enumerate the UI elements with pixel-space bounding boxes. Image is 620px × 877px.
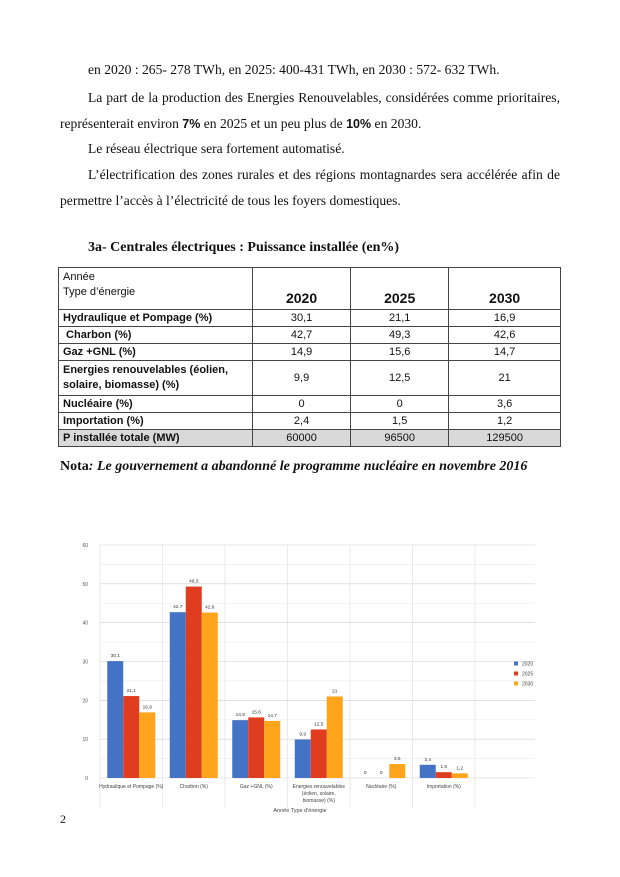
bar bbox=[202, 613, 218, 778]
paragraph-electrification: L’électrification des zones rurales et des régions montagnardes sera accélérée afin de permettre l’accès à l’électricité de tous les foyers domestiques. bbox=[60, 167, 560, 208]
data-label: 30,1 bbox=[110, 654, 120, 660]
bar bbox=[311, 729, 327, 778]
data-label: 3,6 bbox=[393, 757, 401, 763]
data-label: 3,4 bbox=[424, 757, 432, 763]
data-label: 15,6 bbox=[251, 710, 261, 716]
table-cell: 16,9 bbox=[449, 310, 561, 327]
x-tick-label: Energies renouvelables bbox=[292, 784, 345, 790]
nota-text: : Le gouvernement a abandonné le programme nucléaire en novembre 2016 bbox=[88, 459, 528, 474]
legend-swatch bbox=[514, 672, 518, 676]
data-label: 42,6 bbox=[205, 605, 215, 611]
total-label: P installée totale (MW) bbox=[59, 430, 253, 447]
renewables-text-c: en 2025 et un peu plus de bbox=[200, 116, 347, 131]
chart-y-ticks bbox=[82, 543, 88, 782]
y-tick-label: 30 bbox=[82, 659, 88, 666]
table-cell: 2,4 bbox=[253, 413, 351, 430]
renewables-text-a: La part de la production des Energies Renouvelables, considérées comme prioritaires, représenterait environ bbox=[60, 90, 560, 131]
data-label: 49,3 bbox=[189, 579, 199, 585]
legend-swatch bbox=[514, 662, 518, 666]
paragraph-grid: Le réseau électrique sera fortement automatisé. bbox=[88, 141, 345, 156]
total-cell: 60000 bbox=[253, 430, 351, 447]
legend-entry: 2030 bbox=[522, 681, 534, 688]
x-tick-label: Hydraulique et Pompage (%) bbox=[99, 784, 164, 790]
row-label: Charbon (%) bbox=[59, 327, 253, 344]
page-number: 2 bbox=[60, 812, 66, 826]
header-year-2020: 2020 bbox=[253, 268, 351, 310]
bar bbox=[420, 765, 436, 778]
table-cell: 12,5 bbox=[351, 361, 449, 396]
installed-power-bar-chart bbox=[70, 530, 550, 820]
bar bbox=[170, 612, 186, 778]
bar bbox=[186, 587, 202, 778]
bar bbox=[327, 696, 343, 778]
table-cell: 1,5 bbox=[351, 413, 449, 430]
data-label: 0 bbox=[363, 771, 367, 776]
table-cell: 21,1 bbox=[351, 310, 449, 327]
table-cell: 42,6 bbox=[449, 327, 561, 344]
row-label: Nucléaire (%) bbox=[59, 396, 253, 413]
data-label: 1,5 bbox=[440, 765, 448, 771]
bar bbox=[139, 712, 155, 778]
table-row bbox=[59, 344, 561, 361]
table-cell: 0 bbox=[351, 396, 449, 413]
renewables-pct-2030: 10% bbox=[346, 117, 372, 131]
table-cell: 49,3 bbox=[351, 327, 449, 344]
chart-data-labels bbox=[111, 579, 464, 776]
bar bbox=[264, 721, 280, 778]
paragraph-consumption-text: en 2020 : 265- 278 TWh, en 2025: 400-431 TWh, en 2030 : 572- 632 TWh. bbox=[88, 62, 500, 77]
table-row bbox=[59, 413, 561, 430]
table-total-row bbox=[59, 430, 561, 447]
bar bbox=[295, 740, 311, 778]
row-label: Importation (%) bbox=[59, 413, 253, 430]
y-tick-label: 0 bbox=[85, 776, 88, 782]
renewables-text-e: en 2030. bbox=[371, 116, 422, 131]
chart-x-axis-label: Année Type d'énergie bbox=[273, 808, 327, 814]
table-cell: 15,6 bbox=[351, 344, 449, 361]
row-label: Gaz +GNL (%) bbox=[59, 344, 253, 361]
data-label: 14,9 bbox=[235, 713, 245, 719]
header-year-2030: 2030 bbox=[449, 268, 561, 310]
bar bbox=[123, 696, 139, 778]
table-header-row bbox=[59, 268, 561, 310]
paragraph-renewables bbox=[60, 85, 560, 137]
total-cell: 129500 bbox=[449, 430, 561, 447]
table-row bbox=[59, 310, 561, 327]
bar bbox=[436, 772, 452, 778]
table-cell: 3,6 bbox=[449, 396, 561, 413]
legend-entry: 2020 bbox=[522, 661, 534, 668]
chart-x-ticks bbox=[99, 784, 461, 804]
nota-label: Nota bbox=[60, 459, 89, 474]
legend-entry: 2025 bbox=[522, 671, 534, 678]
y-tick-label: 60 bbox=[82, 543, 88, 549]
data-label: 16,9 bbox=[142, 705, 152, 711]
legend-swatch bbox=[514, 682, 518, 686]
x-tick-label: Nucléaire (%) bbox=[366, 784, 397, 790]
table-row bbox=[59, 327, 561, 344]
y-tick-label: 10 bbox=[82, 737, 88, 744]
table-cell: 9,9 bbox=[253, 361, 351, 396]
chart-legend bbox=[514, 662, 533, 688]
x-tick-label: Importation (%) bbox=[426, 784, 461, 790]
table-row bbox=[59, 396, 561, 413]
header-type-label: Type d’énergie bbox=[63, 286, 136, 298]
data-label: 21 bbox=[332, 689, 338, 695]
header-year-label: Année bbox=[63, 271, 95, 283]
table-header-label bbox=[59, 268, 253, 310]
table-body bbox=[59, 268, 561, 447]
data-label: 1,2 bbox=[456, 766, 464, 772]
data-label: 14,7 bbox=[267, 713, 277, 719]
y-tick-label: 40 bbox=[82, 620, 88, 627]
table-cell: 30,1 bbox=[253, 310, 351, 327]
data-label: 21,1 bbox=[126, 689, 136, 695]
table-cell: 14,7 bbox=[449, 344, 561, 361]
x-tick-label: biomasse) (%) bbox=[302, 798, 335, 804]
paragraph-consumption bbox=[60, 57, 560, 83]
x-tick-label: (éolien, solaire, bbox=[301, 791, 336, 797]
renewables-pct-2025: 7% bbox=[182, 117, 201, 131]
data-label: 0 bbox=[379, 771, 383, 776]
bar bbox=[232, 720, 248, 778]
table-cell: 21 bbox=[449, 361, 561, 396]
row-label: Hydraulique et Pompage (%) bbox=[59, 310, 253, 327]
data-label: 42,7 bbox=[173, 605, 183, 611]
total-cell: 96500 bbox=[351, 430, 449, 447]
x-tick-label: Charbon (%) bbox=[179, 784, 208, 790]
section-title: 3a- Centrales électriques : Puissance installée (en%) bbox=[88, 240, 400, 255]
row-label: Energies renouvelables (éolien, solaire, biomasse) (%) bbox=[59, 361, 253, 396]
table-cell: 42,7 bbox=[253, 327, 351, 344]
nota-note bbox=[60, 455, 560, 479]
header-year-2025: 2025 bbox=[351, 268, 449, 310]
data-label: 9,9 bbox=[299, 732, 307, 738]
data-label: 12,5 bbox=[314, 722, 324, 728]
installed-power-table bbox=[58, 267, 561, 447]
y-tick-label: 50 bbox=[82, 581, 88, 588]
table-cell: 1,2 bbox=[449, 413, 561, 430]
bar bbox=[107, 661, 123, 778]
bar bbox=[452, 773, 468, 778]
y-tick-label: 20 bbox=[82, 698, 88, 705]
table-cell: 0 bbox=[253, 396, 351, 413]
bar bbox=[248, 717, 264, 778]
table-cell: 14,9 bbox=[253, 344, 351, 361]
bar bbox=[389, 764, 405, 778]
table-row bbox=[59, 361, 561, 396]
x-tick-label: Gaz +GNL (%) bbox=[239, 784, 273, 790]
